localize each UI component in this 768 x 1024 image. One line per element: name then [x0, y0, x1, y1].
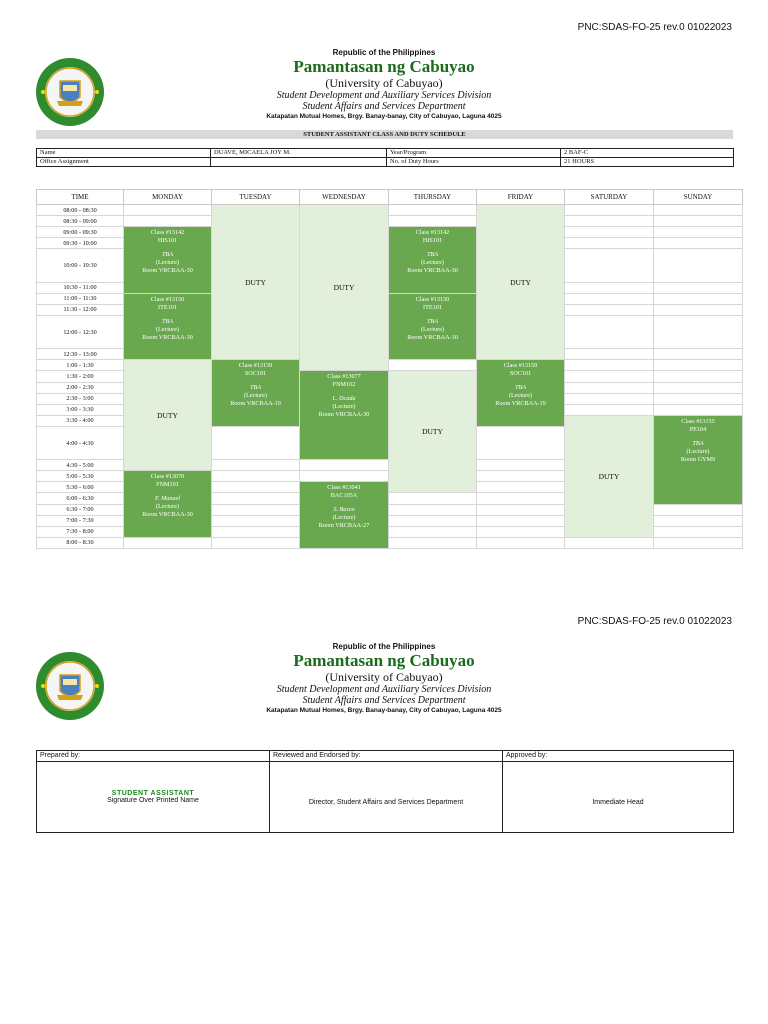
- empty-cell: [565, 404, 654, 415]
- empty-cell: [212, 426, 300, 459]
- university-name: Pamantasan ng Cabuyao: [293, 651, 475, 670]
- empty-cell: [565, 216, 654, 227]
- empty-cell: [124, 537, 212, 548]
- empty-cell: [477, 460, 565, 471]
- division-name: Student Development and Auxiliary Services Division: [276, 90, 492, 101]
- office-assignment-value: [211, 158, 387, 167]
- class-block: Class #13142 HIS101 TBA (Lecture) Room VRCBAA-30: [124, 227, 212, 294]
- empty-cell: [654, 404, 743, 415]
- time-slot: 08:00 - 08:30: [37, 205, 124, 216]
- page-header: [0, 48, 768, 122]
- time-slot: 6:00 - 6:30: [37, 493, 124, 504]
- reviewed-by-label: Reviewed and Endorsed by:: [270, 751, 503, 762]
- signature-table: [36, 750, 734, 833]
- division-name: Student Development and Auxiliary Services Division: [276, 684, 492, 695]
- time-slot: 10:30 - 11:00: [37, 282, 124, 293]
- empty-cell: [565, 537, 654, 548]
- empty-cell: [124, 205, 212, 216]
- republic-label: Republic of the Philippines: [332, 642, 436, 651]
- empty-cell: [477, 426, 565, 459]
- empty-cell: [212, 482, 300, 493]
- col-saturday: SATURDAY: [565, 190, 654, 205]
- empty-cell: [565, 382, 654, 393]
- empty-cell: [477, 504, 565, 515]
- empty-cell: [565, 238, 654, 249]
- empty-cell: [654, 371, 743, 382]
- name-value: DUAVE, MICAELA JOY M.: [211, 149, 387, 158]
- empty-cell: [654, 360, 743, 371]
- time-slot: 08:30 - 09:00: [37, 216, 124, 227]
- duty-block: DUTY: [565, 415, 654, 537]
- empty-cell: [654, 315, 743, 348]
- class-block: Class #13077 FNM102 L. Dcada (Lecture) Room VRCBAA-30: [300, 371, 389, 460]
- office-assignment-label: Office Assignment: [37, 158, 211, 167]
- document-code: PNC:SDAS-FO-25 rev.0 01022023: [577, 616, 732, 627]
- empty-cell: [565, 293, 654, 304]
- col-sunday: SUNDAY: [654, 190, 743, 205]
- empty-cell: [654, 349, 743, 360]
- duty-block: DUTY: [300, 205, 389, 371]
- time-slot: 5:30 - 6:00: [37, 482, 124, 493]
- empty-cell: [565, 282, 654, 293]
- empty-cell: [389, 504, 477, 515]
- empty-cell: [565, 393, 654, 404]
- empty-cell: [212, 526, 300, 537]
- empty-cell: [654, 249, 743, 282]
- col-friday: FRIDAY: [477, 190, 565, 205]
- duty-block: DUTY: [124, 360, 212, 471]
- empty-cell: [477, 537, 565, 548]
- time-slot: 12:00 - 12:30: [37, 315, 124, 348]
- time-slot: 4:30 - 5:00: [37, 460, 124, 471]
- empty-cell: [654, 504, 743, 515]
- department-name: Student Affairs and Services Department: [302, 101, 466, 112]
- empty-cell: [212, 493, 300, 504]
- time-slot: 1:00 - 1:30: [37, 360, 124, 371]
- department-name: Student Affairs and Services Department: [302, 695, 466, 706]
- empty-cell: [389, 493, 477, 504]
- empty-cell: [654, 526, 743, 537]
- address: Katapatan Mutual Homes, Brgy. Banay-banay, City of Cabuyao, Laguna 4025: [266, 707, 502, 714]
- class-block: Class #13159 SOC101 TBA (Lecture) Room VRCBAA-19: [477, 360, 565, 427]
- empty-cell: [565, 360, 654, 371]
- empty-cell: [565, 304, 654, 315]
- class-block: Class #13142 HIS101 TBA (Lecture) Room VRCBAA-30: [389, 227, 477, 294]
- signature-line-label: Signature Over Printed Name: [107, 797, 199, 804]
- empty-cell: [654, 382, 743, 393]
- student-assistant-label: STUDENT ASSISTANT: [111, 790, 195, 797]
- document-code: PNC:SDAS-FO-25 rev.0 01022023: [577, 22, 732, 33]
- empty-cell: [300, 460, 389, 471]
- empty-cell: [212, 515, 300, 526]
- empty-cell: [300, 471, 389, 482]
- year-program-label: Year/Program: [387, 149, 561, 158]
- class-block: Class #13070 FNM101 F. Manuel (Lecture) Room VRCBAA-30: [124, 471, 212, 538]
- time-slot: 3:00 - 3:30: [37, 404, 124, 415]
- empty-cell: [565, 227, 654, 238]
- time-slot: 5:00 - 5:30: [37, 471, 124, 482]
- duty-block: DUTY: [389, 371, 477, 493]
- empty-cell: [654, 227, 743, 238]
- col-wednesday: WEDNESDAY: [300, 190, 389, 205]
- class-block: Class #13150 ITE101 TBA (Lecture) Room VRCBAA-30: [124, 293, 212, 360]
- empty-cell: [389, 537, 477, 548]
- empty-cell: [212, 471, 300, 482]
- empty-cell: [389, 205, 477, 216]
- name-label: Name: [37, 149, 211, 158]
- prepared-by-label: Prepared by:: [37, 751, 270, 762]
- time-slot: 11:30 - 12:00: [37, 304, 124, 315]
- republic-label: Republic of the Philippines: [332, 48, 436, 57]
- approved-by-label: Approved by:: [503, 751, 734, 762]
- time-slot: 2:00 - 2:30: [37, 382, 124, 393]
- empty-cell: [212, 537, 300, 548]
- university-english-name: (University of Cabuyao): [325, 670, 443, 684]
- empty-cell: [212, 460, 300, 471]
- col-tuesday: TUESDAY: [212, 190, 300, 205]
- empty-cell: [389, 526, 477, 537]
- time-slot: 6:30 - 7:00: [37, 504, 124, 515]
- student-info-table: [36, 148, 734, 167]
- empty-cell: [654, 393, 743, 404]
- empty-cell: [124, 216, 212, 227]
- class-block: Class #13155 PE104 TBA (Lecture) Room GYM9: [654, 415, 743, 504]
- duty-hours-label: No. of Duty Hours: [387, 158, 561, 167]
- empty-cell: [565, 371, 654, 382]
- time-slot: 4:00 - 4:30: [37, 426, 124, 459]
- empty-cell: [654, 293, 743, 304]
- empty-cell: [654, 282, 743, 293]
- university-name: Pamantasan ng Cabuyao: [293, 57, 475, 76]
- empty-cell: [477, 471, 565, 482]
- duty-block: DUTY: [212, 205, 300, 360]
- university-english-name: (University of Cabuyao): [325, 76, 443, 90]
- empty-cell: [654, 304, 743, 315]
- empty-cell: [654, 205, 743, 216]
- time-slot: 2:30 - 3:00: [37, 393, 124, 404]
- immediate-head-signature: Immediate Head: [503, 762, 734, 833]
- empty-cell: [654, 515, 743, 526]
- class-block: Class #13041 BAC105A S. Basco (Lecture) Room VRCBAA-27: [300, 482, 389, 549]
- empty-cell: [389, 515, 477, 526]
- director-signature: Director, Student Affairs and Services Department: [270, 762, 503, 833]
- empty-cell: [565, 249, 654, 282]
- schedule-title: STUDENT ASSISTANT CLASS AND DUTY SCHEDULE: [36, 130, 733, 139]
- empty-cell: [654, 238, 743, 249]
- time-slot: 11:00 - 11:30: [37, 293, 124, 304]
- time-slot: 1:30 - 2:00: [37, 371, 124, 382]
- prepared-by-signature: [37, 762, 270, 833]
- empty-cell: [654, 537, 743, 548]
- col-monday: MONDAY: [124, 190, 212, 205]
- empty-cell: [212, 504, 300, 515]
- duty-hours-value: 21 HOURS: [561, 158, 734, 167]
- empty-cell: [654, 216, 743, 227]
- time-slot: 8:00 - 8:30: [37, 537, 124, 548]
- col-thursday: THURSDAY: [389, 190, 477, 205]
- empty-cell: [389, 360, 477, 371]
- empty-cell: [477, 493, 565, 504]
- year-program-value: 2 BAF-C: [561, 149, 734, 158]
- duty-block: DUTY: [477, 205, 565, 360]
- empty-cell: [565, 315, 654, 348]
- time-slot: 09:00 - 09:30: [37, 227, 124, 238]
- empty-cell: [565, 349, 654, 360]
- empty-cell: [477, 515, 565, 526]
- class-block: Class #13159 SOC101 TBA (Lecture) Room VRCBAA-19: [212, 360, 300, 427]
- empty-cell: [389, 216, 477, 227]
- time-slot: 10:00 - 10:30: [37, 249, 124, 282]
- time-slot: 7:30 - 8:00: [37, 526, 124, 537]
- empty-cell: [477, 482, 565, 493]
- address: Katapatan Mutual Homes, Brgy. Banay-banay, City of Cabuyao, Laguna 4025: [266, 113, 502, 120]
- time-slot: 09:30 - 10:00: [37, 238, 124, 249]
- empty-cell: [565, 205, 654, 216]
- page-header: [0, 642, 768, 716]
- empty-cell: [477, 526, 565, 537]
- schedule-grid: [36, 189, 743, 549]
- time-slot: 3:30 - 4:00: [37, 415, 124, 426]
- time-slot: 12:30 - 13:00: [37, 349, 124, 360]
- col-time: TIME: [37, 190, 124, 205]
- time-slot: 7:00 - 7:30: [37, 515, 124, 526]
- class-block: Class #13150 ITE101 TBA (Lecture) Room VRCBAA-30: [389, 293, 477, 360]
